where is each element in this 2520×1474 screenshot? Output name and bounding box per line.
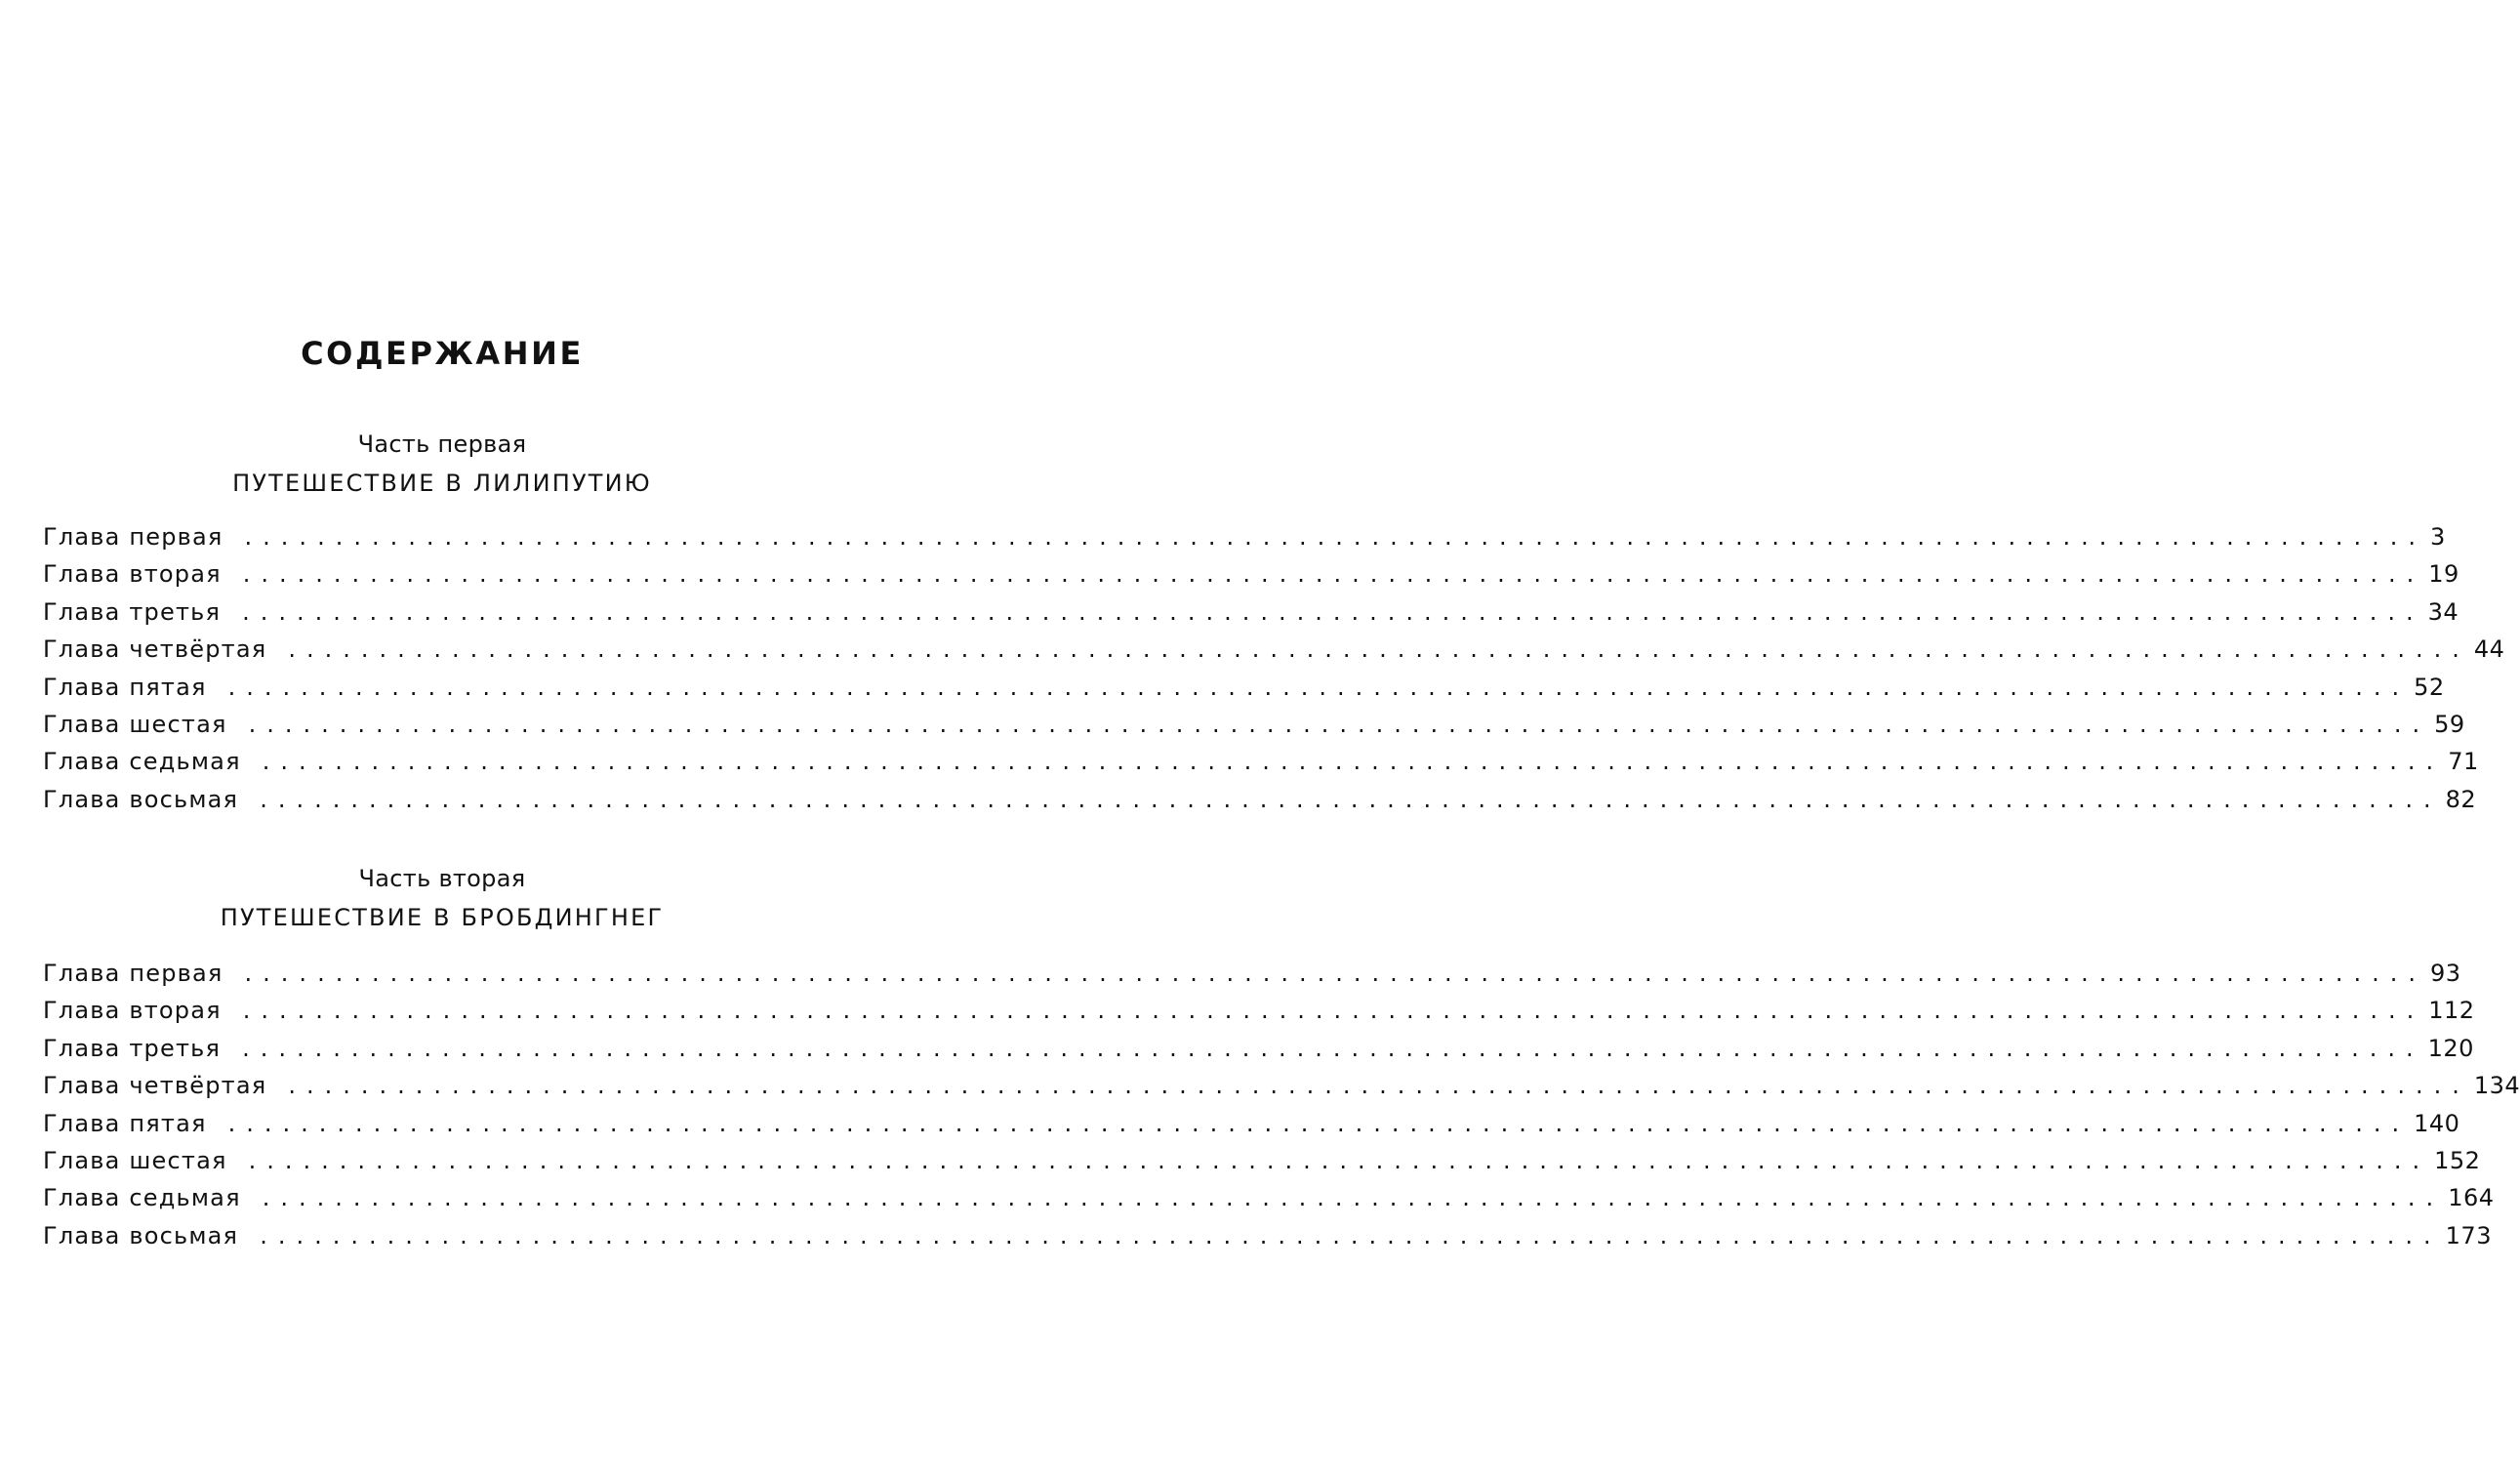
chapter-name: Глава восьмая (43, 785, 239, 813)
dot-leader: ........................................................................................................................ (244, 523, 2427, 551)
dot-leader: ........................................................................................................................ (242, 1034, 2424, 1062)
chapter-page-number: 140 (2414, 1109, 2460, 1137)
chapter-page-number: 164 (2448, 1184, 2495, 1212)
chapter-name: Глава седьмая (43, 748, 241, 776)
part-2-title: ПУТЕШЕСТВИЕ В БРОБДИНГНЕГ (220, 904, 665, 931)
toc-entry[interactable] (43, 635, 2505, 673)
dot-leader: ........................................................................................................................ (262, 748, 2445, 776)
toc-entry[interactable] (43, 560, 2459, 597)
chapter-name: Глава вторая (43, 560, 222, 589)
chapter-name: Глава первая (43, 523, 224, 551)
part-1-chapter-list (43, 523, 2505, 823)
dot-leader: ........................................................................................................................ (227, 673, 2411, 701)
chapter-name: Глава третья (43, 597, 222, 626)
page-title: СОДЕРЖАНИЕ (301, 335, 584, 372)
chapter-page-number: 152 (2434, 1146, 2481, 1174)
part-1-label: Часть первая (357, 430, 527, 458)
dot-leader: ........................................................................................................................ (248, 710, 2431, 738)
chapter-page-number: 19 (2428, 560, 2459, 589)
toc-entry[interactable] (43, 1109, 2460, 1147)
dot-leader: ........................................................................................................................ (244, 960, 2427, 987)
part-2-label: Часть вторая (358, 865, 526, 892)
chapter-name: Глава четвёртая (43, 1072, 267, 1100)
toc-entry[interactable] (43, 748, 2479, 785)
chapter-name: Глава первая (43, 960, 224, 987)
dot-leader: ........................................................................................................................ (242, 560, 2425, 589)
part-2-chapter-list (43, 960, 2520, 1259)
dot-leader: ........................................................................................................................ (248, 1146, 2431, 1174)
chapter-page-number: 82 (2445, 785, 2477, 813)
toc-entry[interactable] (43, 597, 2459, 635)
chapter-page-number: 120 (2427, 1034, 2474, 1062)
toc-entry[interactable] (43, 1072, 2520, 1109)
chapter-page-number: 3 (2430, 523, 2446, 551)
dot-leader: ........................................................................................................................ (227, 1109, 2411, 1137)
chapter-page-number: 34 (2427, 597, 2459, 626)
chapter-name: Глава вторая (43, 997, 222, 1025)
toc-entry[interactable] (43, 1184, 2495, 1221)
dot-leader: ........................................................................................................................ (288, 635, 2470, 664)
chapter-name: Глава восьмая (43, 1221, 239, 1249)
dot-leader: ........................................................................................................................ (262, 1184, 2445, 1212)
toc-entry[interactable] (43, 523, 2446, 560)
chapter-name: Глава седьмая (43, 1184, 241, 1212)
dot-leader: ........................................................................................................................ (288, 1072, 2470, 1100)
chapter-name: Глава шестая (43, 710, 227, 738)
chapter-page-number: 71 (2448, 748, 2479, 776)
toc-entry[interactable] (43, 673, 2445, 711)
toc-entry[interactable] (43, 785, 2477, 823)
dot-leader: ........................................................................................................................ (242, 997, 2425, 1025)
dot-leader: ........................................................................................................................ (260, 785, 2442, 813)
chapter-page-number: 112 (2428, 997, 2475, 1025)
toc-entry[interactable] (43, 1146, 2481, 1184)
chapter-page-number: 44 (2473, 635, 2505, 664)
dot-leader: ........................................................................................................................ (242, 597, 2424, 626)
part-1-title: ПУТЕШЕСТВИЕ В ЛИЛИПУТИЮ (232, 470, 652, 497)
dot-leader: ........................................................................................................................ (260, 1221, 2442, 1249)
chapter-page-number: 173 (2445, 1221, 2492, 1249)
toc-entry[interactable] (43, 1034, 2474, 1072)
chapter-page-number: 59 (2434, 710, 2465, 738)
chapter-name: Глава пятая (43, 673, 207, 701)
chapter-name: Глава пятая (43, 1109, 207, 1137)
chapter-name: Глава четвёртая (43, 635, 267, 664)
toc-entry[interactable] (43, 997, 2475, 1034)
toc-entry[interactable] (43, 710, 2465, 748)
toc-entry[interactable] (43, 1221, 2492, 1259)
chapter-name: Глава шестая (43, 1146, 227, 1174)
chapter-page-number: 93 (2430, 960, 2461, 987)
chapter-page-number: 134 (2473, 1072, 2520, 1100)
toc-entry[interactable] (43, 960, 2461, 997)
chapter-name: Глава третья (43, 1034, 222, 1062)
chapter-page-number: 52 (2414, 673, 2445, 701)
